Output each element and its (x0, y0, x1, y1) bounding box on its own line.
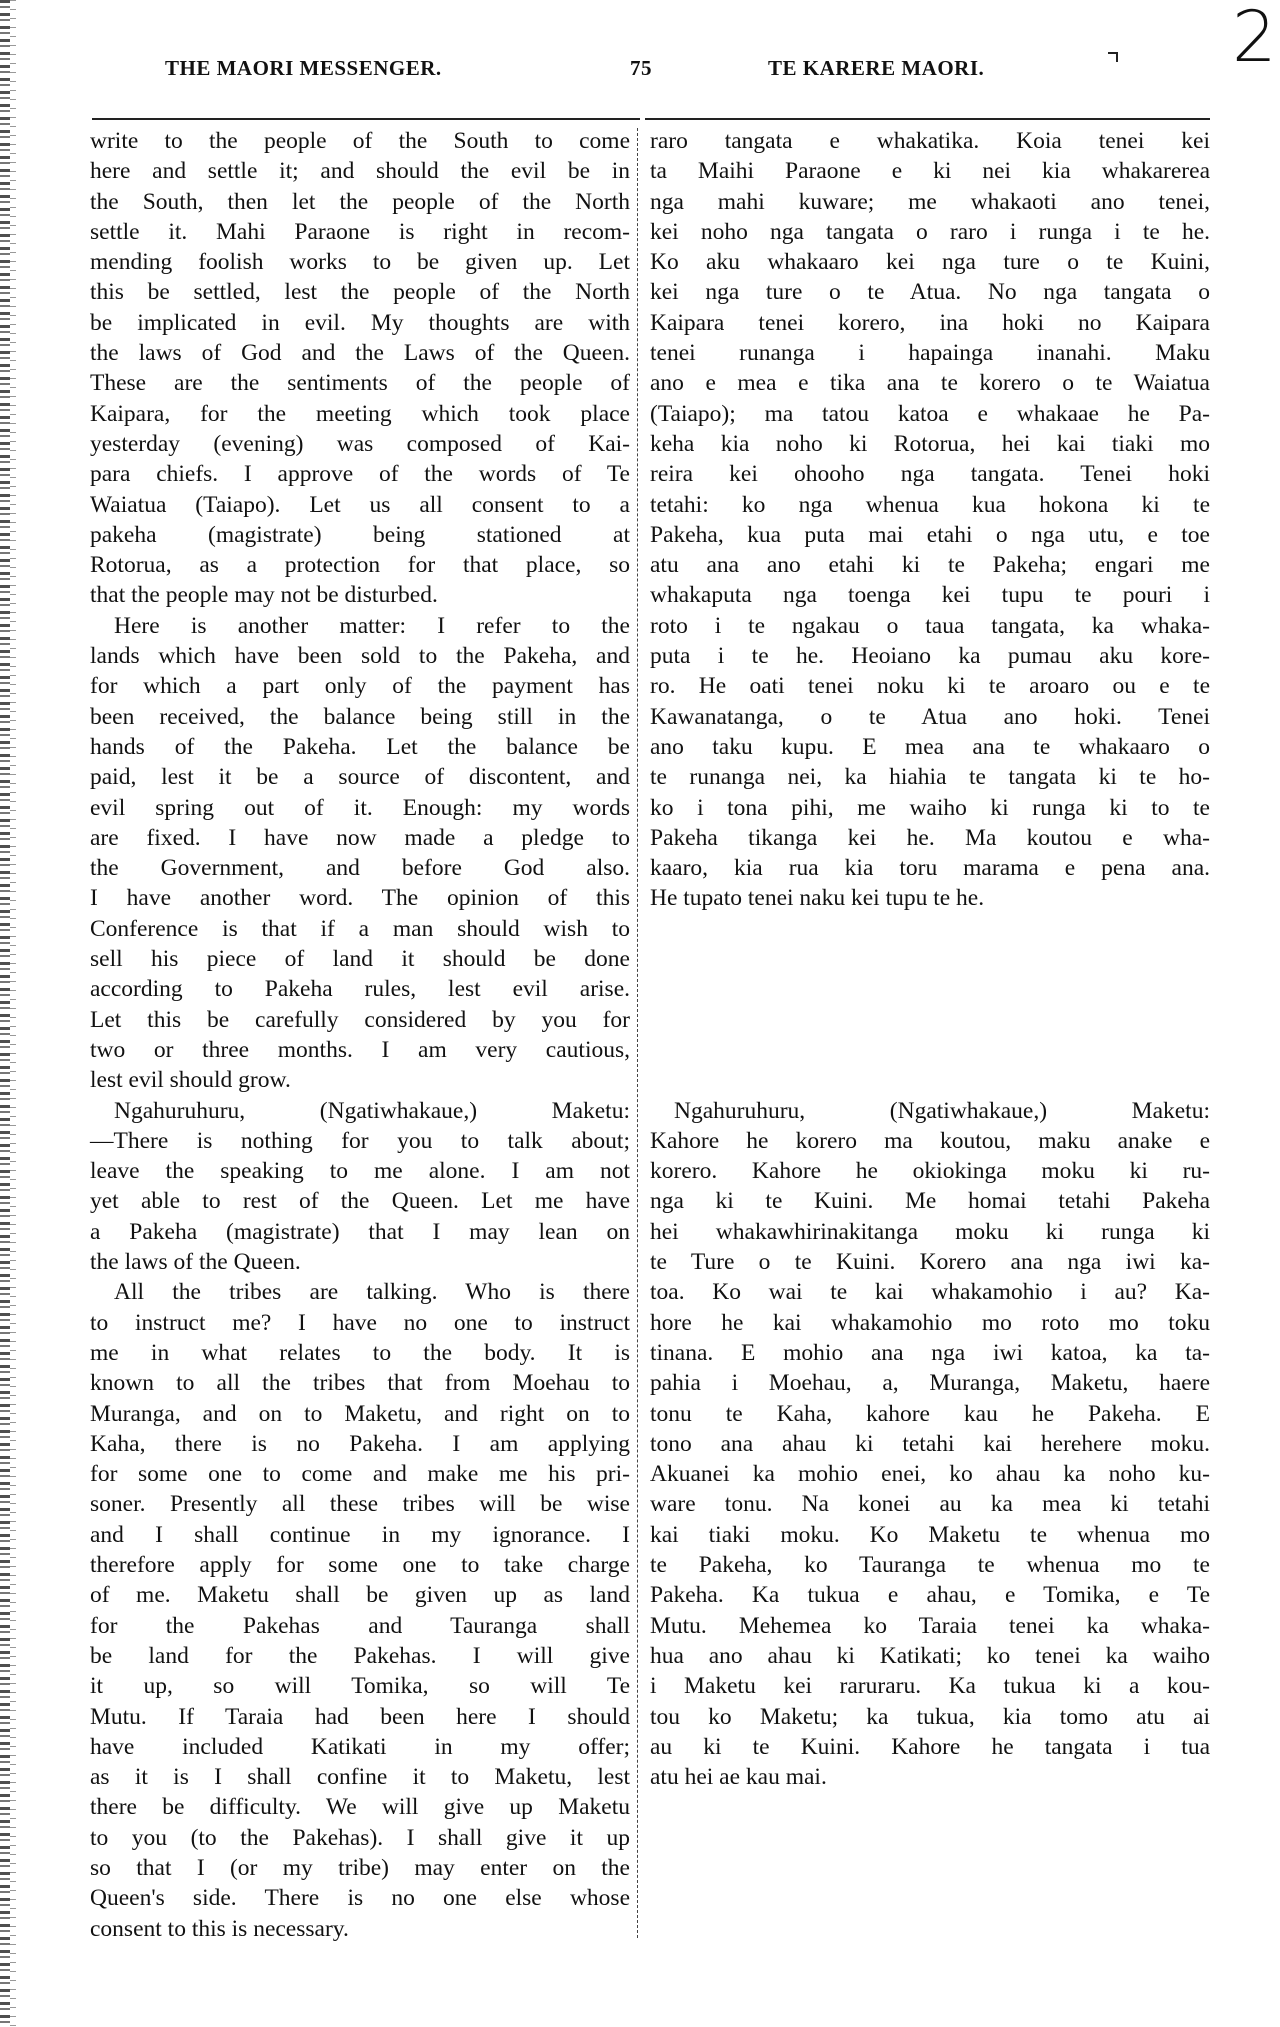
text-line: yesterday (evening) was composed of Kai- (90, 430, 630, 457)
text-line: keha kia noho ki Rotorua, hei kai tiaki mo (650, 430, 1210, 457)
text-line: hua ano ahau ki Katikati; ko tenei ka waiho (650, 1642, 1210, 1669)
text-line: te Ture o te Kuini. Korero ana nga iwi ka- (650, 1249, 1210, 1276)
text-line: the laws of the Queen. (90, 1249, 301, 1276)
text-line: the South, then let the people of the North (90, 188, 630, 215)
header-english-title: THE MAORI MESSENGER. (165, 56, 442, 80)
text-line: Conference is that if a man should wish to (90, 915, 630, 942)
text-line: (Taiapo); ma tatou katoa e whakaae he Pa- (650, 400, 1210, 427)
text-line: Ngahuruhuru, (Ngatiwhakaue,) Maketu: (674, 1097, 1210, 1124)
paragraph (650, 1096, 1210, 1793)
text-line: atu ana ano etahi ki te Pakeha; engari me (650, 552, 1210, 579)
text-line: there be difficulty. We will give up Maketu (90, 1794, 630, 1821)
text-line: —There is nothing for you to talk about; (90, 1127, 630, 1154)
text-line: that the people may not be disturbed. (90, 582, 438, 609)
text-line: te runanga nei, ka hiahia te tangata ki te ho- (650, 764, 1210, 791)
text-line: kei noho nga tangata o raro i runga i te he. (650, 218, 1210, 245)
text-line: of me. Maketu shall be given up as land (90, 1582, 630, 1609)
text-line: toa. Ko wai te kai whakamohio i au? Ka- (650, 1279, 1210, 1306)
text-line: ware tonu. Na konei au ka mea ki tetahi (650, 1491, 1210, 1518)
text-line: have included Katikati in my offer; (90, 1733, 630, 1760)
text-line: ano e mea e tika ana te korero o te Waiatua (650, 370, 1210, 397)
text-line: kai tiaki moku. Ko Maketu te whenua mo (650, 1521, 1210, 1548)
text-line: for some one to come and make me his pri- (90, 1461, 630, 1488)
text-line: Pakeha. Ka tukua e ahau, e Tomika, e Te (650, 1582, 1210, 1609)
text-line: ta Maihi Paraone e ki nei kia whakarerea (650, 158, 1210, 185)
text-line: so that I (or my tribe) may enter on the (90, 1855, 630, 1882)
text-line: Kaipara, for the meeting which took place (90, 400, 630, 427)
text-line: Pakeha tikanga kei he. Ma koutou e wha- (650, 824, 1210, 851)
text-line: Akuanei ka mohio enei, ko ahau ka noho ku- (650, 1461, 1210, 1488)
page-edge-speckle (10, 0, 16, 2027)
text-line: raro tangata e whakatika. Koia tenei kei (650, 128, 1210, 154)
text-line: two or three months. I am very cautious, (90, 1036, 630, 1063)
text-line: Kahore he korero ma koutou, maku anake e (650, 1127, 1210, 1154)
text-line: leave the speaking to me alone. I am not (90, 1158, 630, 1185)
text-line: nga mahi kuware; me whakaoti ano tenei, (650, 188, 1210, 215)
text-line: Waiatua (Taiapo). Let us all consent to a (90, 491, 630, 518)
text-line: te Pakeha, ko Tauranga te whenua mo te (650, 1552, 1210, 1579)
text-line: Ngahuruhuru, (Ngatiwhakaue,) Maketu: (114, 1097, 630, 1124)
text-line: Here is another matter: I refer to the (114, 612, 630, 639)
text-line: to you (to the Pakehas). I shall give it up (90, 1824, 630, 1851)
text-line: Mutu. If Taraia had been here I should (90, 1703, 630, 1730)
text-line: tonu te Kaha, kahore kau he Pakeha. E (650, 1400, 1210, 1427)
text-line: for which a part only of the payment has (90, 673, 630, 700)
text-line: korero. Kahore he okiokinga moku ki ru- (650, 1158, 1210, 1185)
text-line: lest evil should grow. (90, 1067, 291, 1094)
text-line: according to Pakeha rules, lest evil arise. (90, 976, 630, 1003)
text-line: tetahi: ko nga whenua kua hokona ki te (650, 491, 1210, 518)
page-edge-shadow (0, 0, 10, 2027)
text-line: i Maketu kei raruraru. Ka tukua ki a kou- (650, 1673, 1210, 1700)
text-line: puta i te he. Heoiano ka pumau aku kore- (650, 643, 1210, 670)
text-line: yet able to rest of the Queen. Let me have (90, 1188, 630, 1215)
text-line: here and settle it; and should the evil be in (90, 158, 630, 185)
text-line: hore he kai whakamohio mo roto mo toku (650, 1309, 1210, 1336)
text-line: tinana. E mohio ana nga iwi katoa, ka ta- (650, 1339, 1210, 1366)
text-line: consent to this is necessary. (90, 1915, 349, 1942)
text-line: mending foolish works to be given up. Let (90, 249, 630, 276)
text-line: para chiefs. I approve of the words of Te (90, 461, 630, 488)
text-line: Mutu. Mehemea ko Taraia tenei ka whaka- (650, 1612, 1210, 1639)
text-line: kaaro, kia rua kia toru marama e pena ana. (650, 855, 1210, 882)
text-line: He tupato tenei naku kei tupu te he. (650, 885, 985, 912)
text-line: hands of the Pakeha. Let the balance be (90, 733, 630, 760)
text-line: write to the people of the South to come (90, 128, 630, 154)
page-number: 75 (630, 56, 652, 80)
text-line: kei nga ture o te Atua. No nga tangata o (650, 279, 1210, 306)
paragraph (90, 126, 630, 611)
text-line: known to all the tribes that from Moehau to (90, 1370, 630, 1397)
text-line: pahia i Moehau, a, Muranga, Maketu, haere (650, 1370, 1210, 1397)
text-line: I have another word. The opinion of this (90, 885, 630, 912)
text-line: are fixed. I have now made a pledge to (90, 824, 630, 851)
text-line: be land for the Pakehas. I will give (90, 1642, 630, 1669)
text-line: it up, so will Tomika, so will Te (90, 1673, 630, 1700)
text-line: Ko aku whakaaro kei nga ture o te Kuini, (650, 249, 1210, 276)
text-line: the laws of God and the Laws of the Queen. (90, 340, 630, 367)
text-line: to instruct me? I have no one to instruct (90, 1309, 630, 1336)
text-line: All the tribes are talking. Who is there (114, 1279, 630, 1306)
paragraph (90, 1277, 630, 1944)
handwritten-page-mark: 2 (1232, 0, 1277, 78)
text-line: Kawanatanga, o te Atua ano hoki. Tenei (650, 703, 1210, 730)
text-line: Pakeha, kua puta mai etahi o nga utu, e toe (650, 521, 1210, 548)
text-line: me in what relates to the body. It is (90, 1339, 630, 1366)
text-line: These are the sentiments of the people of (90, 370, 630, 397)
text-line: sell his piece of land it should be done (90, 946, 630, 973)
text-line: ano taku kupu. E mea ana te whakaaro o (650, 733, 1210, 760)
header-rule-left (92, 118, 640, 120)
text-line: evil spring out of it. Enough: my words (90, 794, 630, 821)
paragraph (90, 611, 630, 1096)
text-line: paid, lest it be a source of discontent, and (90, 764, 630, 791)
text-line: roto i te ngakau o taua tangata, ka whaka- (650, 612, 1210, 639)
text-line: therefore apply for some one to take charge (90, 1552, 630, 1579)
text-line: be implicated in evil. My thoughts are with (90, 309, 630, 336)
text-line: ko i tona pihi, me waiho ki runga ki to te (650, 794, 1210, 821)
text-line: for the Pakehas and Tauranga shall (90, 1612, 630, 1639)
text-line: atu hei ae kau mai. (650, 1764, 827, 1791)
text-line: a Pakeha (magistrate) that I may lean on (90, 1218, 630, 1245)
text-line: whakaputa nga toenga kei tupu te pouri i (650, 582, 1210, 609)
paragraph (90, 1096, 630, 1278)
text-line: lands which have been sold to the Pakeha, and (90, 643, 630, 670)
text-line: Let this be carefully considered by you for (90, 1006, 630, 1033)
text-line: nga ki te Kuini. Me homai tetahi Pakeha (650, 1188, 1210, 1215)
text-line: tenei runanga i hapainga inanahi. Maku (650, 340, 1210, 367)
text-line: settle it. Mahi Paraone is right in recom- (90, 218, 630, 245)
text-line: Rotorua, as a protection for that place, so (90, 552, 630, 579)
text-line: been received, the balance being still in the (90, 703, 630, 730)
text-line: as it is I shall confine it to Maketu, lest (90, 1764, 630, 1791)
text-line: Queen's side. There is no one else whose (90, 1885, 630, 1912)
corner-mark (1108, 52, 1118, 62)
column-divider (637, 128, 638, 1938)
paragraph (650, 126, 1210, 914)
text-line: Muranga, and on to Maketu, and right on to (90, 1400, 630, 1427)
text-line: hei whakawhirinakitanga moku ki runga ki (650, 1218, 1210, 1245)
text-line: Kaipara tenei korero, ina hoki no Kaipara (650, 309, 1210, 336)
text-line: ro. He oati tenei noku ki te aroaro ou e te (650, 673, 1210, 700)
text-line: tou ko Maketu; ka tukua, kia tomo atu ai (650, 1703, 1210, 1730)
text-line: this be settled, lest the people of the North (90, 279, 630, 306)
text-line: the Government, and before God also. (90, 855, 630, 882)
text-line: reira kei ohooho nga tangata. Tenei hoki (650, 461, 1210, 488)
running-header (0, 56, 1280, 86)
text-line: soner. Presently all these tribes will be wise (90, 1491, 630, 1518)
text-line: Kaha, there is no Pakeha. I am applying (90, 1430, 630, 1457)
text-line: pakeha (magistrate) being stationed at (90, 521, 630, 548)
header-maori-title: TE KARERE MAORI. (768, 56, 985, 80)
text-line: tono ana ahau ki tetahi kai herehere moku. (650, 1430, 1210, 1457)
text-line: au ki te Kuini. Kahore he tangata i tua (650, 1733, 1210, 1760)
text-line: and I shall continue in my ignorance. I (90, 1521, 630, 1548)
header-rule-right (645, 118, 1210, 120)
